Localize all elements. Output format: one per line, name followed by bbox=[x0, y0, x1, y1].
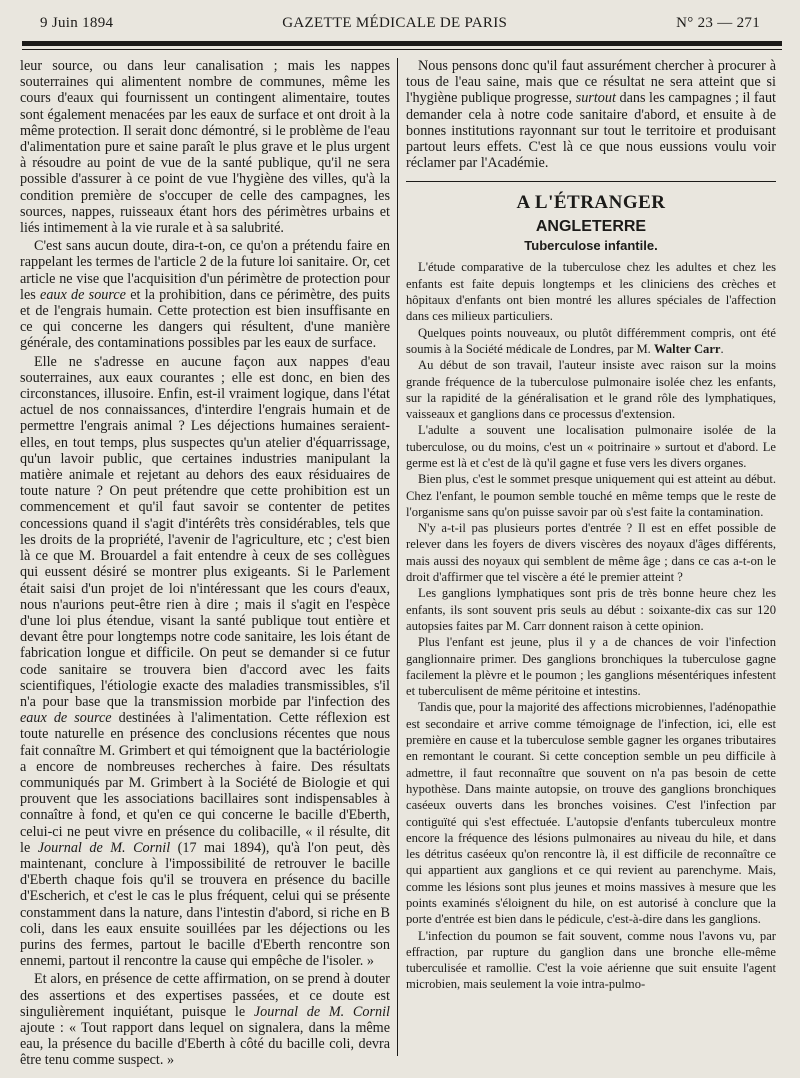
paragraph: Plus l'enfant est jeune, plus il y a de chances de voir l'infection ganglionnaire primer. Des ganglions bronchiques la tuberculose gagne facilement la plèvre et le poumon ; les ganglions mésentériques infestent et tuberculisent de même péritoine et intestins. bbox=[406, 635, 776, 699]
publication-title: GAZETTE MÉDICALE DE PARIS bbox=[282, 14, 508, 31]
header-rule-thin bbox=[22, 49, 782, 50]
paragraph: Nous pensons donc qu'il faut assurément chercher à procurer à tous de l'eau saine, mais que ce résultat ne sera atteint que si l'hygiène publique progresse, surtout dans les campagnes ; il faut demander cela à notre code sanitaire d'abord, et ensuite à de bonnes institutions rayonnant sur tout le territoire et produisant partout leurs effets. C'est là ce que nous eussions voulu voir réclamer par l'Académie. bbox=[406, 58, 776, 172]
left-column bbox=[20, 58, 390, 1070]
paragraph: Au début de son travail, l'auteur insiste avec raison sur la moins grande fréquence de la tuberculose pulmonaire isolée chez les enfants, sur la rapidité de la généralisation et le grand rôle des lymphatiques, vaisseaux et ganglions dans ce processus d'extension. bbox=[406, 358, 776, 422]
section-country: ANGLETERRE bbox=[535, 218, 647, 236]
paragraph: L'adulte a souvent une localisation pulmonaire isolée de la tuberculose, ou du moins, c'est un « poitrinaire » surtout et d'abord. Le germe est là et c'est de là qu'il gagne et fuse vers les divers organes. bbox=[406, 423, 776, 470]
column-divider bbox=[397, 58, 398, 1056]
paragraph: Elle ne s'adresse en aucune façon aux nappes d'eau souterraines, aux eaux courantes ; elle est donc, en bien des circonstances, illusoire. Enfin, est-il vraiment logique, dans l'état actuel de nos connaissances, d'interdire l'engrais humain et de permettre l'engrais animal ? Les déjections humaines seraient-elles, en tout temps, plus suspectes qu'un atelier d'équarrissage, qu'un lavoir public, que certaines industries manipulant la matière animale et rejetant au dehors des eaux résiduaires de toute nature ? On peut prétendre que cette prohibition est un commencement et qu'il faut savoir se contenter de petites concessions quand il s'agit d'intérêts très considérables, tels que les droits de la propriété, l'avenir de l'agriculture, etc ; c'est bien là ce que M. Brouardel a fait entendre à ceux de ses collègues qui eussent désiré se montrer plus exigeants. Si le Parlement était saisi d'un projet de loi n'intéressant que les cours d'eaux, nous n'aurions peut-être rien à dire ; mais il s'agit en l'espèce d'une loi plus étendue, visant la santé publique tout entière et devant être pour longtemps notre code sanitaire, les lois étant de fabrication longue et difficile. On peut se demander si ce futur code sanitaire se trouvera bien d'accord avec les faits scientifiques, l'étiologie exacte des maladies transmissibles, s'il n'a pour base que la transmission morbide par l'infection des eaux de source destinées à l'alimentation. Cette réflexion est toute naturelle en présence des conclusions récentes que nous fait connaître M. Grimbert et qui témoignent que la bactériologie a encore de nombreuses recherches à faire. Des résultats communiqués par M. Grimbert à la Société de Biologie et qui prouvent que les associations bacillaires sont indispensables à connaître à fond, et qu'en ce qui concerne le bacille d'Eberth, celui-ci ne peut vivre en présence du colibacille, « il résulte, dit le Journal de M. Cornil (17 mai 1894), qu'à l'on peut, dès maintenant, conclure à l'impossibilité de retrouver le bacille d'Eberth chaque fois qu'il se trouvera en présence du bacille d'Escherich, et c'est le cas le plus fréquent, celui qui se présente constamment dans la nature, dans l'intestin d'abord, si riche en B coli, dans les eaux ensuite souillées par les déjections ou les purins des fermes, partout le bacille d'Eberth rencontre son ennemi, partout il rencontre la cause qui empêche de l'isoler. » bbox=[20, 353, 390, 970]
paragraph: L'infection du poumon se fait souvent, comme nous l'avons vu, par effraction, par rupture du ganglion dans une bronche elle-même tuberculisée et ramollie. C'est la voie aérienne que suit ensuite l'agent microbien, mais seulement la voie intra-pulmo- bbox=[406, 928, 776, 992]
article-title: Tuberculose infantile. bbox=[524, 238, 658, 254]
paragraph: N'y a-t-il pas plusieurs portes d'entrée ? Il est en effet possible de relever dans les foyers de divers viscères des noyaux d'âges différents, mais aussi des noyaux qui semblent de même âge ; dans ce cas a-t-on le droit d'affirmer que tel viscère a été le premier atteint ? bbox=[406, 521, 776, 585]
paragraph: Tandis que, pour la majorité des affections microbiennes, l'adénopathie est secondaire et arrive comme témoignage de l'infection, ici, elle est première en cause et la tuberculose semble gagner les organes tributaires en remontant le courant. Si cette conception semble un peu difficile à admettre, il faut reconnaître que souvent on n'a pas besoin de cette hypothèse. Dans mainte autopsie, on trouve des ganglions bronchiques caséeux ouverts dans les bronches voisines. C'est l'infection par contiguïté qui s'est effectuée. L'autopsie d'enfants tuberculeux montre encore la fréquence des lésions pulmonaires au niveau du hile, et dans les détritus caséeux qu'on rencontre là, il est difficile de reconnaître ce qui appartient aux ganglions et ce qui revient au parenchyme. Mais, comme les lésions sont plus jeunes et moins massives à mesure que les points examinés s'éloignent du hile, on est autorisé à conclure que la porte d'entrée est bien dans le pédicule, c'est-à-dire dans les ganglions. bbox=[406, 700, 776, 927]
paragraph: leur source, ou dans leur canalisation ; mais les nappes souterraines qui alimentent nombre de communes, même les cours d'eaux qui fournissent un contingent alimentaire, toutes sont également menacées par les eaux de surface et ont droit à la même protection. Il serait donc démontré, si le problème de l'eau d'alimentation pure et saine paraît le plus grave et le plus urgent à résoudre au point de vue de la santé publique, qu'il ne sera possible d'assurer à ce point de vue l'hygiène des villes, qu'à la condition première de s'occuper de celle des campagnes, les sources, nappes, ruisseaux étant hors des périmètres urbains et liés intimement à la vie rurale et à sa salubrité. bbox=[20, 58, 390, 237]
section-rule bbox=[406, 181, 776, 182]
paragraph: Les ganglions lymphatiques sont pris de très bonne heure chez les enfants, ils sont souvent pris seuls au début : soixante-dix cas sur 120 autopsies faites par M. Carr donnent raison à cette opinion. bbox=[406, 586, 776, 633]
issue-date: 9 Juin 1894 bbox=[40, 14, 114, 31]
header-rule-thick bbox=[22, 41, 782, 46]
section-title: A L'ÉTRANGER bbox=[516, 192, 666, 214]
issue-number: N° 23 — 271 bbox=[676, 14, 760, 31]
paragraph: Bien plus, c'est le sommet presque uniquement qui est atteint au début. Chez l'enfant, le poumon semble touché en même temps que le reste de l'organisme sans qu'on puisse savoir par où s'est faite la contamination. bbox=[406, 472, 776, 519]
right-column bbox=[406, 58, 776, 1070]
paragraph: L'étude comparative de la tuberculose chez les adultes et chez les enfants est faite depuis longtemps et les cliniciens des crèches et hôpitaux d'enfants ont bien montré les allures spéciales de l'affection dans ces milieux particuliers. bbox=[406, 260, 776, 324]
paragraph: C'est sans aucun doute, dira-t-on, ce qu'on a prétendu faire en rappelant les termes de l'article 2 de la future loi sanitaire. Or, cet article ne vise que l'acquisition d'un périmètre de protection pour les eaux de source et la prohibition, dans ce périmètre, des puits et de l'engrais humain. Cette protection est bien insuffisante en ce qui concerne les dangers qui résultent, d'une manière générale, des contaminations possibles par les eaux de surface. bbox=[20, 238, 390, 352]
paragraph: Et alors, en présence de cette affirmation, on se prend à douter des assertions et des expertises passées, et ce doute est singulièrement inquiétant, puisque le Journal de M. Cornil ajoute : « Tout rapport dans lequel on signalera, dans la même eau, la présence du bacille d'Eberth à côté du bacille coli, devra être tenu comme suspect. » bbox=[20, 971, 390, 1069]
paragraph: Quelques points nouveaux, ou plutôt différemment compris, ont été soumis à la Société médicale de Londres, par M. Walter Carr. bbox=[406, 325, 776, 356]
page-header bbox=[40, 12, 760, 34]
